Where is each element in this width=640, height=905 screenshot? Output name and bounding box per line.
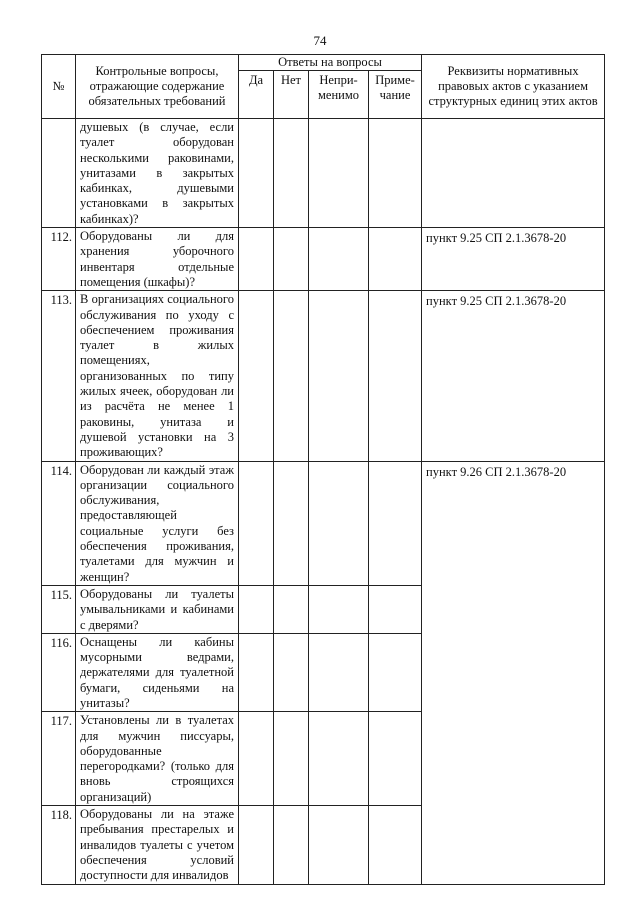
answer-note-cell[interactable] <box>369 806 422 884</box>
answer-no-cell[interactable] <box>274 119 309 228</box>
answer-na-cell[interactable] <box>309 228 369 291</box>
page-number: 74 <box>313 33 327 48</box>
header-note: Приме- чание <box>369 71 422 119</box>
checklist-table <box>41 54 605 885</box>
row-ref <box>422 119 605 228</box>
answer-yes-cell[interactable] <box>239 712 274 806</box>
table-row <box>42 119 605 228</box>
answer-yes-cell[interactable] <box>239 291 274 461</box>
answer-note-cell[interactable] <box>369 461 422 585</box>
row-question: Оборудован ли каждый этаж организации социального обслуживания, предоставляющей социальные услуги без обеспечения проживания, туалетами для мужчин и женщин? <box>76 461 239 585</box>
answer-yes-cell[interactable] <box>239 585 274 633</box>
answer-note-cell[interactable] <box>369 291 422 461</box>
row-number: 117. <box>42 712 76 806</box>
row-number: 118. <box>42 806 76 884</box>
checklist-table-container <box>41 54 604 883</box>
row-ref: пункт 9.25 СП 2.1.3678-20 <box>422 291 605 461</box>
row-question: Оборудованы ли на этаже пребывания престарелых и инвалидов туалеты с учетом обеспечения условий доступности для инвалидов <box>76 806 239 884</box>
row-ref: пункт 9.25 СП 2.1.3678-20 <box>422 228 605 291</box>
row-number <box>42 119 76 228</box>
row-ref: пункт 9.26 СП 2.1.3678-20 <box>422 461 605 884</box>
answer-note-cell[interactable] <box>369 119 422 228</box>
answer-note-cell[interactable] <box>369 633 422 711</box>
table-row <box>42 228 605 291</box>
row-question: Оборудованы ли туалеты умывальниками и кабинами с дверями? <box>76 585 239 633</box>
answer-note-cell[interactable] <box>369 712 422 806</box>
answer-no-cell[interactable] <box>274 585 309 633</box>
header-not-applicable: Непри- менимо <box>309 71 369 119</box>
table-row <box>42 291 605 461</box>
answer-note-cell[interactable] <box>369 228 422 291</box>
header-answers-group: Ответы на вопросы <box>239 55 422 71</box>
row-number: 116. <box>42 633 76 711</box>
answer-no-cell[interactable] <box>274 291 309 461</box>
answer-na-cell[interactable] <box>309 291 369 461</box>
table-row <box>42 461 605 585</box>
row-number: 114. <box>42 461 76 585</box>
answer-yes-cell[interactable] <box>239 806 274 884</box>
answer-no-cell[interactable] <box>274 806 309 884</box>
row-question: Установлены ли в туалетах для мужчин писсуары, оборудованные перегородками? (только для вновь строящихся организаций) <box>76 712 239 806</box>
answer-no-cell[interactable] <box>274 633 309 711</box>
answer-na-cell[interactable] <box>309 461 369 585</box>
answer-yes-cell[interactable] <box>239 633 274 711</box>
row-question: душевых (в случае, если туалет оборудован несколькими раковинами, унитазами в закрытых кабинках, душевыми установками в закрытых кабинках)? <box>76 119 239 228</box>
answer-yes-cell[interactable] <box>239 119 274 228</box>
answer-na-cell[interactable] <box>309 712 369 806</box>
row-number: 113. <box>42 291 76 461</box>
answer-na-cell[interactable] <box>309 633 369 711</box>
header-number: № <box>42 55 76 119</box>
table-header-row <box>42 55 605 71</box>
header-yes: Да <box>239 71 274 119</box>
answer-no-cell[interactable] <box>274 228 309 291</box>
answer-yes-cell[interactable] <box>239 461 274 585</box>
answer-na-cell[interactable] <box>309 119 369 228</box>
header-no: Нет <box>274 71 309 119</box>
row-number: 115. <box>42 585 76 633</box>
header-question: Контрольные вопросы, отражающие содержание обязательных требований <box>76 55 239 119</box>
answer-no-cell[interactable] <box>274 712 309 806</box>
header-refs: Реквизиты нормативных правовых актов с указанием структурных единиц этих актов <box>422 55 605 119</box>
row-question: Оснащены ли кабины мусорными ведрами, держателями для туалетной бумаги, сиденьями на унитазы? <box>76 633 239 711</box>
answer-note-cell[interactable] <box>369 585 422 633</box>
answer-na-cell[interactable] <box>309 806 369 884</box>
row-question: В организациях социального обслуживания по уходу с обеспечением проживания туалет в жилых помещениях, организованных по типу жилых ячеек, оборудован ли из расчёта не менее 1 раковины, унитаза и душевой установки на 3 проживающих? <box>76 291 239 461</box>
row-question: Оборудованы ли для хранения уборочного инвентаря отдельные помещения (шкафы)? <box>76 228 239 291</box>
answer-yes-cell[interactable] <box>239 228 274 291</box>
row-number: 112. <box>42 228 76 291</box>
answer-na-cell[interactable] <box>309 585 369 633</box>
answer-no-cell[interactable] <box>274 461 309 585</box>
